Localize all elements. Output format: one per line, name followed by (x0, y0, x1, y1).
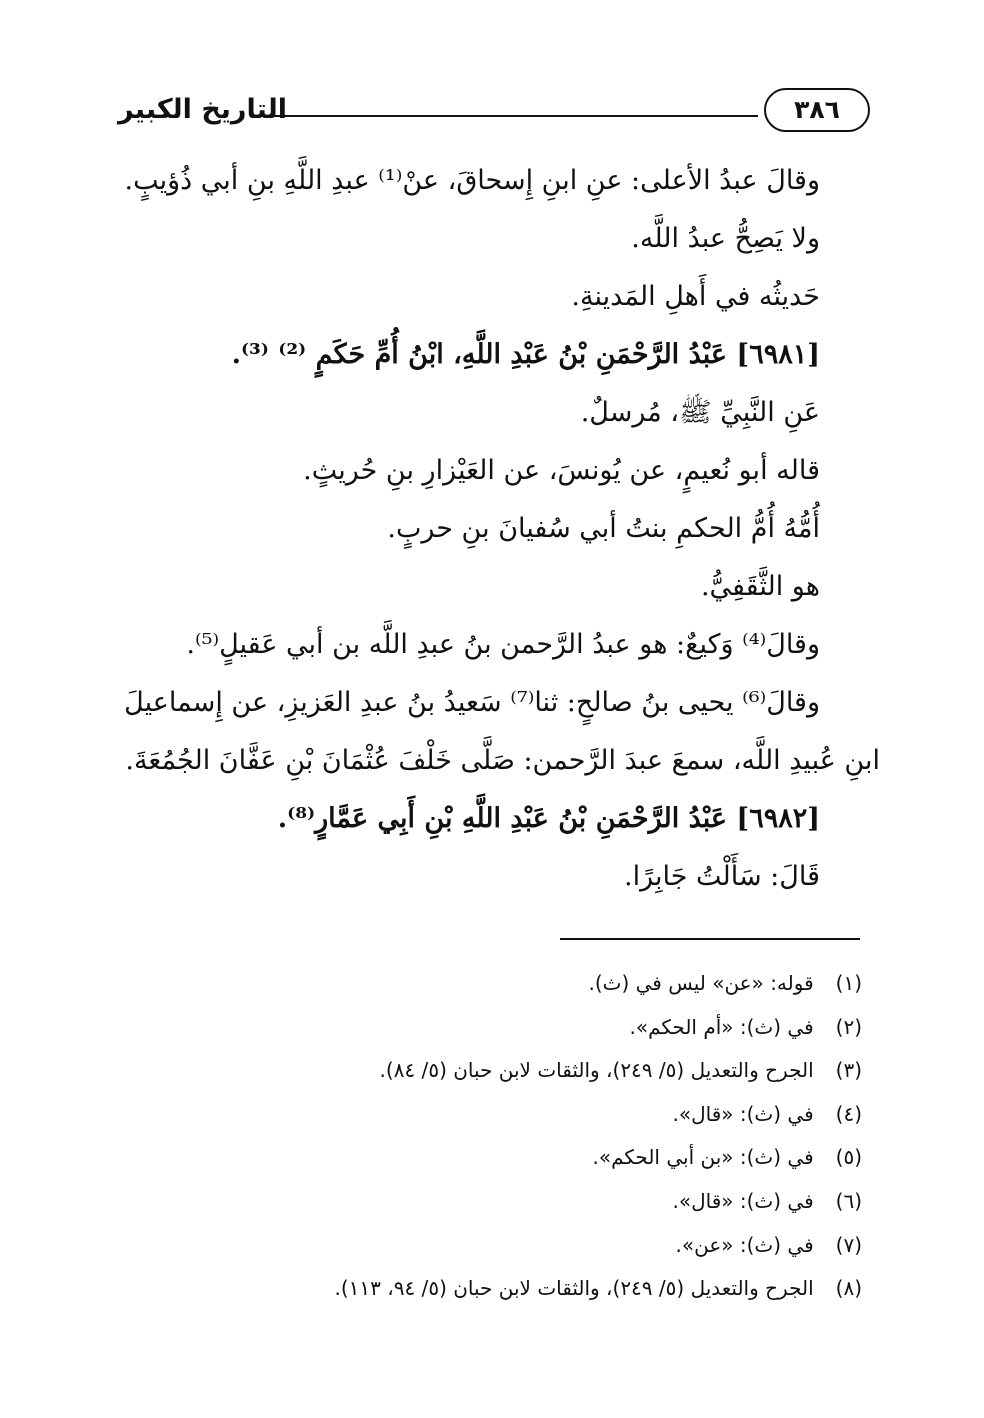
footnote-text: في (ث): «أم الحكم». (629, 1014, 814, 1039)
text-line: قَالَ: سَأَلْتُ جَابِرًا. (623, 861, 820, 892)
footnote (120, 1224, 862, 1268)
footnote (120, 1093, 862, 1137)
footnote-text: في (ث): «قال». (672, 1101, 814, 1126)
footnote-number: (٧) (835, 1232, 862, 1257)
footnote-text: في (ث): «بن أبي الحكم». (592, 1145, 814, 1170)
footnote (120, 962, 862, 1006)
text-line: وقالَ⁽⁴⁾ وَكيعٌ: هو عبدُ الرَّحمن بنُ عبدِ اللَّه بن أبي عَقيلٍ⁽⁵⁾. (186, 629, 820, 660)
text-line: وقالَ⁽⁶⁾ يحيى بنُ صالحٍ: ثنا⁽⁷⁾ سَعيدُ بنُ عبدِ العَزيزِ، عن إِسماعيلَ (124, 687, 820, 718)
footnote-number: (١) (835, 971, 862, 995)
footnote-number: (٣) (835, 1058, 862, 1083)
footnote-separator (560, 938, 860, 940)
text-line: هو الثَّقَفِيُّ. (700, 571, 820, 602)
footnote (120, 1006, 862, 1050)
text-line: أُمُّهُ أُمُّ الحكمِ بنتُ أبي سُفيانَ بنِ حربٍ. (387, 513, 820, 544)
text-line: حَديثُه في أَهلِ المَدينةِ. (571, 281, 820, 312)
footnote-number: (٨) (835, 1276, 862, 1301)
footnote (120, 1136, 862, 1180)
footnote-text: في (ث): «قال». (672, 1188, 814, 1213)
entry-heading: [٦٩٨٢] عَبْدُ الرَّحْمَنِ بْنُ عَبْدِ اللَّهِ بْنِ أَبِي عَمَّارٍ⁽⁸⁾. (277, 803, 820, 834)
text-line: ابنِ عُبيدِ اللَّه، سمعَ عبدَ الرَّحمن: صَلَّى خَلْفَ عُثْمَانَ بْنِ عَفَّانَ الجُمُعَةَ. (125, 745, 880, 776)
footnote (120, 1180, 862, 1224)
text-line: ولا يَصِحُّ عبدُ اللَّه. (631, 223, 820, 254)
footnote (120, 1267, 862, 1311)
entry-heading: [٦٩٨١] عَبْدُ الرَّحْمَنِ بْنُ عَبْدِ اللَّهِ، ابْنُ أُمِّ حَكَمٍ ⁽²⁾ ⁽³⁾. (231, 339, 820, 370)
page-header (118, 88, 870, 138)
footnote-text: الجرح والتعديل (٥/ ٢٤٩)، والثقات لابن حبان (٥/ ٩٤، ١١٣). (334, 1276, 814, 1301)
footnote-number: (٢) (835, 1014, 862, 1039)
text-line: وقالَ عبدُ الأعلى: عنِ ابنِ إِسحاقَ، عنْ⁽¹⁾ عبدِ اللَّهِ بنِ أبي ذُؤيبٍ. (124, 165, 820, 196)
footnote (120, 1049, 862, 1093)
text-line: عَنِ النَّبِيِّ ﷺ، مُرسلٌ. (580, 397, 820, 428)
footnote-number: (٦) (835, 1188, 862, 1213)
footnotes (120, 962, 862, 1311)
text-line: قاله أبو نُعيمٍ، عن يُونسَ، عن العَيْزارِ بنِ حُريثٍ. (303, 455, 820, 486)
main-text (120, 152, 880, 906)
book-title: التاريخ الكبير (118, 94, 288, 125)
footnote-text: قوله: «عن» ليس في (ث). (588, 971, 814, 995)
footnote-number: (٤) (835, 1101, 862, 1126)
footnote-text: الجرح والتعديل (٥/ ٢٤٩)، والثقات لابن حبان (٥/ ٨٤). (379, 1058, 814, 1083)
footnote-number: (٥) (835, 1145, 862, 1170)
header-rule (258, 115, 758, 117)
footnote-text: في (ث): «عن». (675, 1232, 814, 1257)
page-number: ٣٨٦ (764, 88, 870, 132)
